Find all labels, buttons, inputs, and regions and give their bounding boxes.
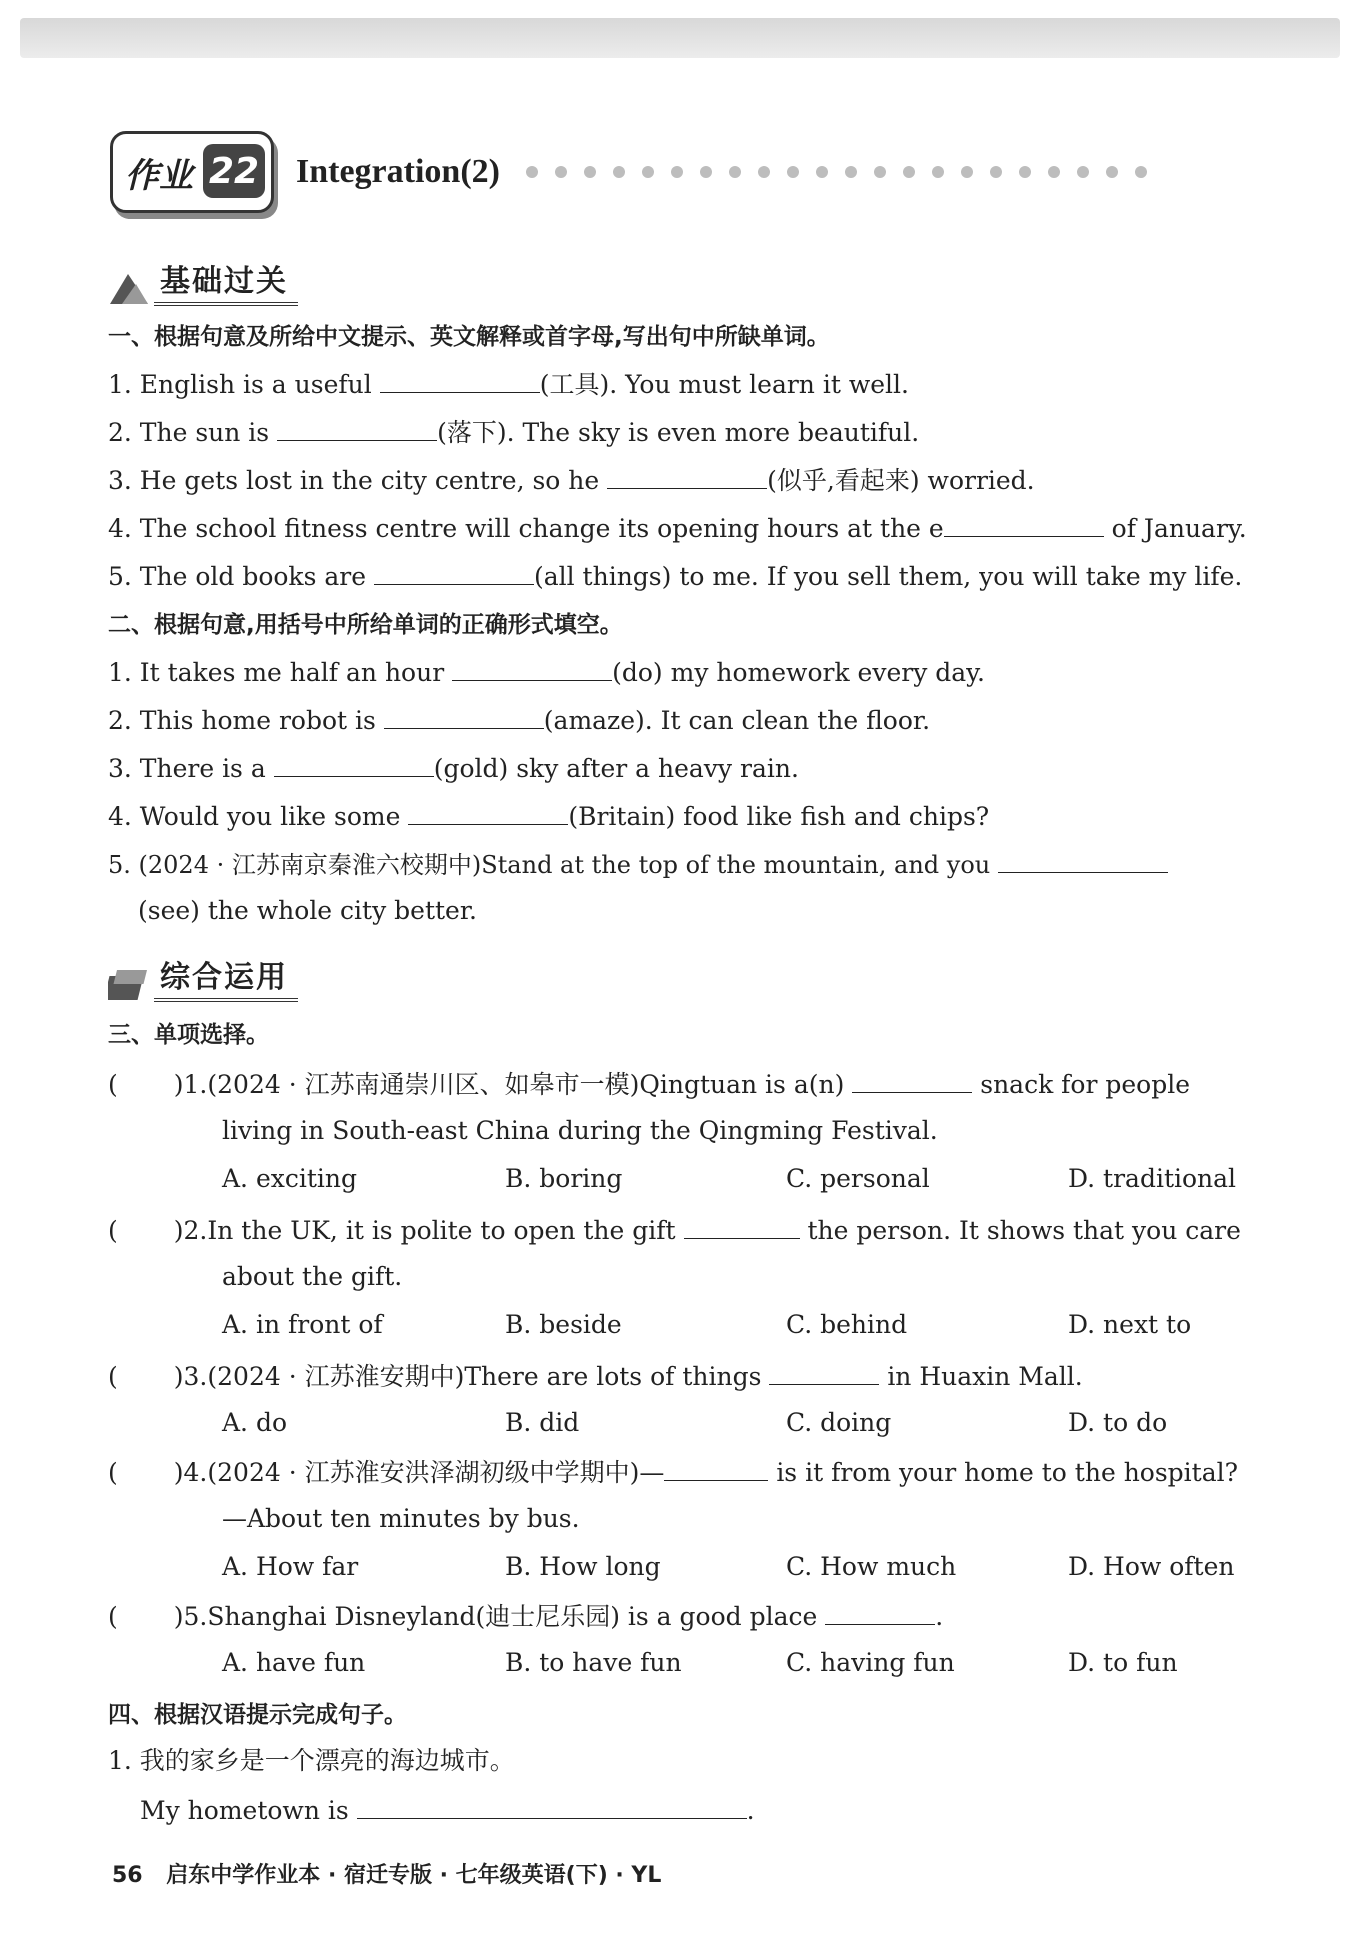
question-text: 1. English is a useful [108,370,372,399]
question-number: )2. [173,1216,208,1245]
question-text: (all things) to me. If you sell them, you will take my life. [533,562,1243,591]
question-text: 3. He gets lost in the city centre, so he [108,466,600,495]
question-continued: about the gift. [222,1262,403,1291]
question: 1. 我的家乡是一个漂亮的海边城市。 [108,1746,515,1775]
answer-paren[interactable]: ( [108,1602,118,1631]
question [108,750,799,786]
question-text: . [935,1602,944,1631]
question-text: 3. There is a [108,754,266,783]
assignment-header [110,132,1147,212]
part4-instruction: 四、根据汉语提示完成句子。 [108,1702,407,1728]
answer-blank[interactable] [998,846,1168,873]
mc-question [108,1598,943,1634]
option[interactable]: B. beside [505,1310,622,1339]
badge-label: 作业 [125,155,193,196]
question-text: (amaze). It can clean the floor. [543,706,931,735]
footer-text: 启东中学作业本 · 宿迁专版 · 七年级英语(下) · YL [166,1863,662,1888]
question-text: snack for people [980,1070,1191,1099]
question-text: (似乎,看起来) worried. [767,466,1035,495]
question [108,846,1168,882]
decorative-dots [526,166,1147,178]
option[interactable]: B. to have fun [505,1648,682,1677]
answer-blank[interactable] [277,414,437,441]
answer-blank[interactable] [408,798,568,825]
option[interactable]: D. traditional [1068,1164,1237,1193]
answer-paren[interactable]: ( [108,1362,118,1391]
option[interactable]: A. in front of [222,1310,383,1339]
question-text: (2024 · 江苏南通崇川区、如皋市一模)Qingtuan is a(n) [207,1070,845,1099]
option[interactable]: D. How often [1068,1552,1235,1581]
question-number: )5. [173,1602,208,1631]
answer-blank[interactable] [944,510,1104,537]
section-integrated [108,952,298,1002]
option[interactable]: D. to do [1068,1408,1168,1437]
question-text: 4. Would you like some [108,802,401,831]
question-text: 4. The school fitness centre will change its opening hours at the e [108,514,944,543]
option[interactable]: C. behind [786,1310,908,1339]
answer-paren[interactable]: ( [108,1458,118,1487]
question [108,798,989,834]
option[interactable]: B. How long [505,1552,661,1581]
question-text: 2. The sun is [108,418,270,447]
part2-instruction: 二、根据句意,用括号中所给单词的正确形式填空。 [108,612,623,638]
part1-instruction: 一、根据句意及所给中文提示、英文解释或首字母,写出句中所缺单词。 [108,324,830,350]
option[interactable]: C. personal [786,1164,930,1193]
page-title: Integration(2) [296,153,500,190]
answer-blank[interactable] [274,750,434,777]
option[interactable]: A. exciting [222,1164,357,1193]
question-text: 2. This home robot is [108,706,376,735]
answer-blank[interactable] [384,702,544,729]
mc-question [108,1358,1083,1394]
question [108,510,1247,546]
question [108,366,909,402]
section-title: 综合运用 [154,952,298,1002]
option[interactable]: C. having fun [786,1648,955,1677]
mc-question [108,1066,1190,1102]
question [108,654,985,690]
question-text: (gold) sky after a heavy rain. [433,754,799,783]
question-text: (see) the whole city better. [138,896,478,925]
option[interactable]: C. How much [786,1552,957,1581]
question-text: 5. The old books are [108,562,366,591]
question-continued [138,894,477,928]
answer-blank[interactable] [607,462,767,489]
answer-blank[interactable] [374,558,534,585]
question-text: in Huaxin Mall. [887,1362,1083,1391]
answer-blank[interactable] [769,1358,879,1385]
question-text: My hometown is [140,1796,349,1825]
badge-number: 22 [203,144,265,198]
answer-paren[interactable]: ( [108,1216,118,1245]
answer-blank[interactable] [380,366,540,393]
option[interactable]: C. doing [786,1408,892,1437]
option[interactable]: B. boring [505,1164,623,1193]
mc-question [108,1454,1238,1490]
option[interactable]: D. next to [1068,1310,1192,1339]
answer-blank[interactable] [852,1066,972,1093]
part3-instruction: 三、单项选择。 [108,1022,269,1048]
question-text: (do) my homework every day. [612,658,985,687]
page-number: 56 [112,1863,143,1888]
question [140,1792,755,1828]
question-continued: living in South-east China during the Qingming Festival. [222,1116,938,1145]
question-text: (2024 · 江苏淮安期中)There are lots of things [207,1362,762,1391]
answer-blank[interactable] [684,1212,800,1239]
question-text: Shanghai Disneyland(迪士尼乐园) is a good place [207,1602,818,1631]
question-text: of January. [1111,514,1247,543]
question-text: . [746,1796,755,1825]
question-continued: —About ten minutes by bus. [222,1504,580,1533]
question-text: 5. (2024 · 江苏南京秦淮六校期中)Stand at the top of the mountain, and you [108,851,991,879]
book-icon [108,966,150,1002]
option[interactable]: A. How far [222,1552,359,1581]
option[interactable]: B. did [505,1408,580,1437]
answer-blank[interactable] [825,1598,935,1625]
question [108,558,1242,594]
question-text: (工具). You must learn it well. [539,370,909,399]
question-text: is it from your home to the hospital? [776,1458,1239,1487]
option[interactable]: A. do [222,1408,288,1437]
answer-blank[interactable] [664,1454,768,1481]
question-number: )3. [173,1362,208,1391]
page-footer [112,1858,661,1889]
question-text: (Britain) food like fish and chips? [568,802,990,831]
assignment-badge [110,131,274,213]
option[interactable]: A. have fun [222,1648,366,1677]
question [108,414,919,450]
option[interactable]: D. to fun [1068,1648,1178,1677]
mc-question [108,1212,1241,1248]
question-text: In the UK, it is polite to open the gift [207,1216,676,1245]
question-text: 1. It takes me half an hour [108,658,445,687]
section-basic [108,256,298,306]
answer-blank[interactable] [357,1792,747,1819]
question-text: the person. It shows that you care [807,1216,1241,1245]
answer-blank[interactable] [452,654,612,681]
question-number: )1. [173,1070,208,1099]
question [108,702,930,738]
question [108,462,1035,498]
mountain-icon [108,270,150,306]
question-text: (2024 · 江苏淮安洪泽湖初级中学期中)— [207,1458,665,1487]
section-title: 基础过关 [154,256,298,306]
question-number: )4. [173,1458,208,1487]
answer-paren[interactable]: ( [108,1070,118,1099]
question-text: (落下). The sky is even more beautiful. [437,418,920,447]
